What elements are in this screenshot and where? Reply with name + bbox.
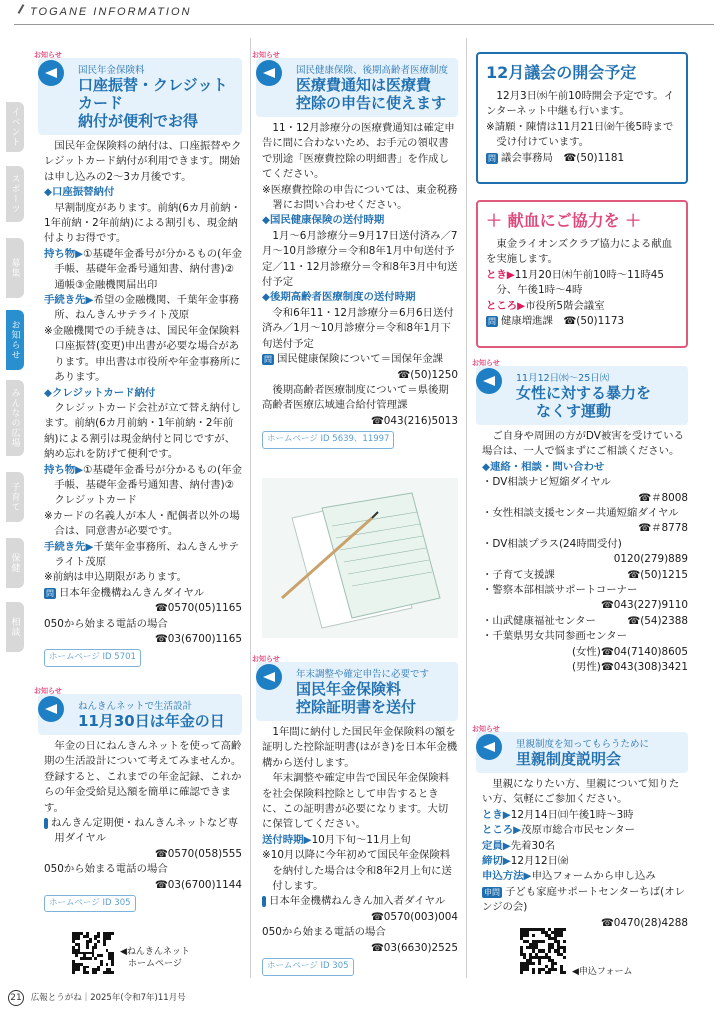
section-subtitle: 年末調整や確定申告に必要です bbox=[296, 669, 430, 680]
qr-module bbox=[78, 938, 81, 941]
homepage-id: ホームページ ID 305 bbox=[44, 895, 136, 912]
kenketsu-body: 東金ライオンズクラブ協力による献血を実施します。 とき▶11月20日㈭午前10時～11時45分、午後1時～4時 ところ▶市役所5階会議室 問 健康増進課 ☎(50)1173 bbox=[486, 238, 673, 328]
qr-module bbox=[94, 946, 97, 949]
qr-module bbox=[554, 962, 557, 965]
megaphone-icon: お知らせ bbox=[34, 686, 70, 722]
contact-list: ・DV相談ナビ短縮ダイヤル ☎＃8008 ・女性相談支援センター共通短縮ダイヤル ☎＃8778 ・DV相談プラス(24時間受付) 0120(279)889 ・子育て支援課 ☎(50)1215 ・警察本部相談サポートコーナー ☎043(227)9110 ・山武健康福祉センター ☎(54)2388 ・千葉県男女共同参画センター (女性)☎04(7140)8605 (男性)☎043(308)3421 bbox=[482, 476, 688, 674]
section-header bbox=[472, 725, 688, 773]
section-dv bbox=[472, 359, 688, 676]
qr-module bbox=[97, 968, 100, 971]
page-number: 21 bbox=[8, 990, 24, 1006]
qr-module bbox=[526, 968, 529, 971]
tab-sodan[interactable]: 相談 bbox=[6, 602, 24, 652]
section-body: 里親になりたい方、里親について知りたい方、気軽にご参加ください。 とき▶12月14日㈰午後1時～3時 ところ▶茂原市総合市民センター 定員▶先着30名 締切▶12月12日㈮ 申込方法▶申込フォームから申し込み 申問 子ども家庭サポートセンターちば(オレンジの会) ☎0470(28)4288 bbox=[482, 778, 688, 929]
qr-module bbox=[111, 932, 114, 935]
page-footer bbox=[8, 990, 186, 1006]
section-title: 国民年金保険料 bbox=[296, 680, 402, 698]
qr-module bbox=[111, 971, 114, 974]
section-subtitle: ねんきんネットで生活設計 bbox=[78, 701, 193, 712]
qr-module bbox=[526, 934, 529, 937]
section-body: 国民年金保険料の納付は、口座振替やクレジットカード納付が利用できます。開始は申し込みの2～3カ月後です。 ◆口座振替納付 早割制度があります。前納(6カ月前納・1年前納・2年前納)による割引も、現金納付よりお得です。 持ち物▶①基礎年金番号が分かるもの(年金手帳、基礎年金番号通知書、納付書)②通帳③金融機関届出印 手続き先▶希望の金融機関、千葉年金事務所、ねんきんサテライト茂原 ※金融機関での手続きは、国民年金保険料口座振替(変更)申出書が必要な場合があります。申出書は市役所や年金事務所にあります。 ◆クレジットカード納付 クレジットカード会社が立て替え納付します。前納(6カ月前納・1年前納・2年前納)による割引は現金納付と同じですが、納め忘れを防げて便利です。 持ち物▶①基礎年金番号が分かるもの(年金手帳、基礎年金番号通知書、納付書)②クレジットカード ※カードの名義人が本人・配偶者以外の場合は、同意書が必要です。 手続き先▶千葉年金事務所、ねんきんサテライト茂原 ※前納は申込期限があります。 問 日本年金機構ねんきんダイヤル ☎0570(05)1165 050から始まる電話の場合 ☎03(6700)1165 ホームページ ID 5701 bbox=[44, 139, 242, 667]
qr-module bbox=[94, 971, 97, 974]
qr-module bbox=[560, 934, 563, 937]
megaphone-icon: お知らせ bbox=[472, 358, 508, 394]
homepage-id: ホームページ ID 5639、11997 bbox=[262, 431, 394, 448]
tab-minna-no-hiroba[interactable]: みんなの広場 bbox=[6, 380, 24, 456]
qr-caption: ◀申込フォーム bbox=[572, 967, 633, 977]
section-subtitle: 国民年金保険料 bbox=[78, 65, 145, 76]
section-nenkin-payment bbox=[34, 51, 243, 667]
footer-text: 広報とうがね｜2025年(令和7年)11月号 bbox=[30, 993, 186, 1003]
section-body: ご自身や周囲の方がDV被害を受けている場合は、一人で悩まずにご相談ください。 ◆連絡・相談・問い合わせ ・DV相談ナビ短縮ダイヤル ☎＃8008 ・女性相談支援センター共通短縮ダイヤル ☎＃8778 ・DV相談プラス(24時間受付) 0120(279)889 ・子育て支援課 ☎(50)1215 ・警察本部相談サポートコーナー ☎043(227)9110 ・山武健康福祉センター ☎(54)2388 ・千葉県男女共同参画センター (女性)☎04(7140)8605 (男性)☎043(308)3421 bbox=[482, 429, 688, 676]
qr-module bbox=[89, 957, 92, 960]
section-subtitle: 里親制度を知ってもらうために bbox=[516, 739, 650, 750]
section-iryohi bbox=[252, 51, 458, 449]
qr-module bbox=[548, 971, 551, 974]
qr-module bbox=[563, 956, 566, 959]
section-header bbox=[34, 687, 242, 735]
section-title: 納付が便利でお得 bbox=[78, 112, 199, 130]
section-title: 里親制度説明会 bbox=[516, 750, 622, 768]
section-satooya bbox=[472, 725, 688, 931]
header-title: TOGANE INFORMATION bbox=[30, 6, 192, 18]
section-title: 女性に対する暴力を bbox=[516, 384, 652, 402]
megaphone-icon: お知らせ bbox=[252, 654, 288, 690]
qr-module bbox=[89, 940, 92, 943]
section-header bbox=[34, 51, 242, 135]
qr-module bbox=[106, 963, 109, 966]
qr-module bbox=[97, 935, 100, 938]
page-header bbox=[0, 0, 724, 26]
tab-oshirase[interactable]: お知らせ bbox=[6, 310, 24, 370]
megaphone-icon: お知らせ bbox=[252, 50, 288, 86]
column-divider bbox=[466, 38, 467, 978]
tab-sports[interactable]: スポーツ bbox=[6, 166, 24, 222]
qr-module bbox=[538, 962, 541, 965]
qr-module bbox=[563, 928, 566, 931]
section-title: 控除の申告に使えます bbox=[296, 94, 447, 112]
qr-module bbox=[100, 954, 103, 957]
qr-module bbox=[532, 971, 535, 974]
gikai-box bbox=[476, 52, 688, 184]
section-subtitle: 国民健康保険、後期高齢者医療制度 bbox=[296, 65, 449, 76]
qr-module bbox=[532, 962, 535, 965]
qr-module bbox=[78, 968, 81, 971]
gikai-title: 12月議会の開会予定 bbox=[486, 63, 637, 82]
kenketsu-title: ＋ 献血にご協力を ＋ bbox=[486, 211, 642, 230]
qr-module bbox=[97, 940, 100, 943]
qr-module bbox=[538, 971, 541, 974]
qr-module bbox=[532, 934, 535, 937]
megaphone-icon: お知らせ bbox=[472, 724, 508, 760]
section-body: 11・12月診療分の医療費通知は確定申告に間に合わないため、お手元の領収書で別途「医療費控除の明細書」を作成してください。 ※医療費控除の申告については、東金税務署にお問い合わせください。 ◆国民健康保険の送付時期 1月～6月診療分＝9月17日送付済み／7月～10月診療分＝令和8年1月中旬送付予定／11・12月診療分＝令和8年3月中旬送付予定 ◆後期高齢者医療制度の送付時期 令和6年11・12月診療分＝6月6日送付済み／1月～10月診療分＝令和8年1月下旬送付予定 問 国民健康保険について＝国保年金課 ☎(50)1250 後期高齢者医療制度について＝県後期高齢者医療広域連合給付管理課 ☎043(216)5013 ホームページ ID 5639、11997 bbox=[262, 121, 458, 449]
qr-module bbox=[72, 971, 75, 974]
section-title: なくす運動 bbox=[536, 402, 612, 420]
section-title: 医療費通知は医療費 bbox=[296, 76, 432, 94]
section-kojo-shomeisho bbox=[252, 655, 458, 976]
section-header bbox=[252, 655, 458, 721]
qr-module bbox=[554, 968, 557, 971]
qr-module bbox=[108, 938, 111, 941]
homepage-id: ホームページ ID 305 bbox=[262, 958, 354, 975]
qr-module bbox=[563, 971, 566, 974]
tab-hoken[interactable]: 保健 bbox=[6, 538, 24, 588]
header-rule bbox=[14, 24, 714, 25]
qr-module bbox=[541, 940, 544, 943]
section-title: 控除証明書を送付 bbox=[296, 698, 417, 716]
qr-module bbox=[563, 940, 566, 943]
application-form-qr-code[interactable] bbox=[520, 928, 566, 974]
qr-caption: ◀ねんきんネット ホームページ bbox=[120, 947, 190, 969]
qr-module bbox=[100, 963, 103, 966]
section-body: 1年間に納付した国民年金保険料の額を証明した控除証明書(はがき)を日本年金機構から送付します。 年末調整や確定申告で国民年金保険料を社会保険料控除として申告するときに、この証明書が必要になります。大切に保管してください。 送付時期▶10月下旬～11月上旬 ※10月以降に今年初めて国民年金保険料を納付した場合は令和8年2月上旬に送付します。 問 日本年金機構ねんきん加入者ダイヤル ☎0570(003)004 050から始まる電話の場合 ☎03(6630)2525 ホームページ ID 305 bbox=[262, 725, 458, 976]
qr-module bbox=[94, 957, 97, 960]
column-divider bbox=[250, 38, 251, 978]
qr-module bbox=[86, 946, 89, 949]
header-slash-decoration bbox=[18, 4, 25, 14]
megaphone-icon: お知らせ bbox=[34, 50, 70, 86]
tab-boshu[interactable]: 募集 bbox=[6, 238, 24, 298]
section-body: 年金の日にねんきんネットを使って高齢期の生活設計について考えてみませんか。登録すると、これまでの年金記録、これからの年金受給見込額を簡単に確認できます。 問 ねんきん定期便・ねんきんネットなど専用ダイヤル ☎0570(058)555 050から始まる電話の場合 ☎03(6700)1144 ホームページ ID 305 bbox=[44, 739, 242, 912]
gikai-body: 12月3日㈬午前10時開会予定です。インターネット中継も行います。 ※請願・陳情は11月21日㈮午後5時まで受け付けています。 問 議会事務局 ☎(50)1181 bbox=[486, 90, 675, 164]
section-title: 口座振替・クレジットカード bbox=[78, 76, 228, 112]
qr-module bbox=[86, 971, 89, 974]
qr-module bbox=[520, 971, 523, 974]
qr-module bbox=[548, 949, 551, 952]
tab-event[interactable]: イベント bbox=[6, 102, 24, 152]
qr-module bbox=[86, 966, 89, 969]
section-nenkin-day bbox=[34, 687, 242, 912]
section-header bbox=[252, 51, 458, 117]
kenketsu-box bbox=[476, 200, 688, 348]
qr-module bbox=[111, 963, 114, 966]
tab-kosodate[interactable]: 子育て bbox=[6, 472, 24, 522]
qr-module bbox=[75, 954, 78, 957]
section-header bbox=[472, 359, 688, 425]
nenkin-net-qr-code[interactable] bbox=[72, 932, 114, 974]
section-subtitle: 11月12日㈬～25日㈫ bbox=[516, 373, 610, 384]
medical-notice-photo bbox=[262, 478, 458, 638]
qr-module bbox=[103, 943, 106, 946]
homepage-id: ホームページ ID 5701 bbox=[44, 649, 141, 666]
document-and-pen-illustration bbox=[262, 478, 458, 638]
section-title: 11月30日は年金の日 bbox=[78, 712, 225, 730]
qr-module bbox=[563, 949, 566, 952]
